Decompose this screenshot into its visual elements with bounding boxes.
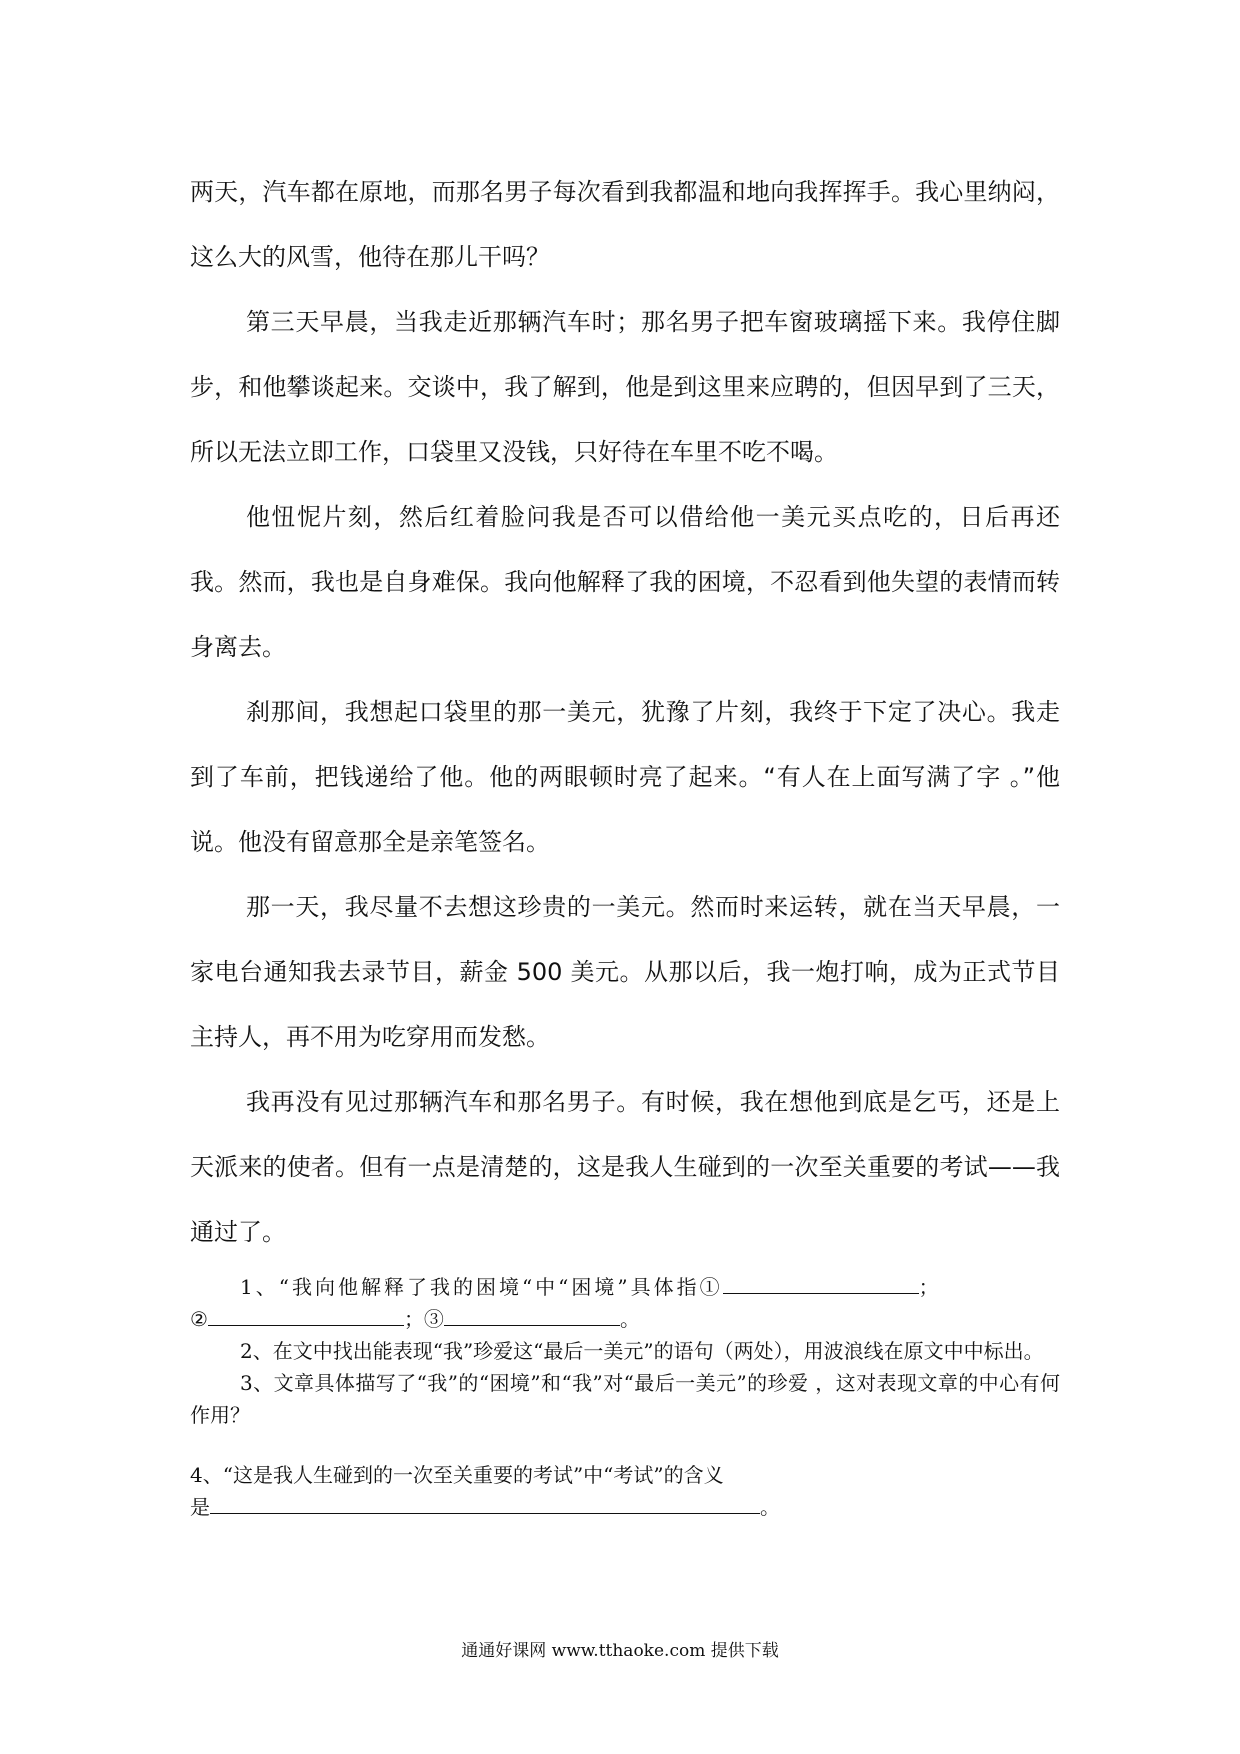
passage-paragraph-4: 刹那间，我想起口袋里的那一美元，犹豫了片刻，我终于下定了决心。我走到了车前，把钱递给了他。他的两眼顿时亮了起来。“有人在上面写满了字 。”他说。他没有留意那全是亲笔签名。 bbox=[190, 698, 1060, 856]
question-3: 3、文章具体描写了“我”的“困境”和“我”对“最后一美元”的珍爱 ，这对表现文章的中心有何作用？ bbox=[190, 1371, 1060, 1427]
answer-blank-1[interactable] bbox=[723, 1271, 919, 1294]
question-1-marker-2: ② bbox=[190, 1307, 208, 1331]
question-4-text: 4、“这是我人生碰到的一次至关重要的考试”中“考试”的含义 bbox=[190, 1463, 724, 1487]
passage-paragraph-3: 他忸怩片刻，然后红着脸问我是否可以借给他一美元买点吃的，日后再还我。然而，我也是自身难保。我向他解释了我的困境，不忍看到他失望的表情而转身离去。 bbox=[190, 503, 1060, 661]
answer-blank-2[interactable] bbox=[208, 1303, 404, 1326]
page-footer: 通通好课网 www.tthaoke.com 提供下载 bbox=[461, 1641, 779, 1661]
question-1 bbox=[190, 1271, 1060, 1335]
document-page bbox=[190, 160, 1060, 1523]
question-4-end: 。 bbox=[760, 1495, 780, 1519]
question-section bbox=[190, 1271, 1060, 1523]
question-1-separator-2: ；③ bbox=[403, 1307, 444, 1331]
question-1-text: 1、“我向他解释了我的困境“中“困境”具体指① bbox=[240, 1275, 723, 1299]
question-2: 2、在文中找出能表现“我”珍爱这“最后一美元”的语句（两处），用波浪线在原文中中标出。 bbox=[240, 1339, 1044, 1363]
passage bbox=[190, 160, 1060, 1265]
passage-paragraph-5: 那一天，我尽量不去想这珍贵的一美元。然而时来运转，就在当天早晨，一家电台通知我去录节目，薪金 500 美元。从那以后，我一炮打响，成为正式节目主持人，再不用为吃穿用而发愁。 bbox=[190, 893, 1060, 1051]
answer-blank-3[interactable] bbox=[444, 1303, 620, 1326]
question-4-prefix: 是 bbox=[190, 1495, 210, 1519]
passage-paragraph-6: 我再没有见过那辆汽车和那名男子。有时候，我在想他到底是乞丐，还是上天派来的使者。但有一点是清楚的，这是我人生碰到的一次至关重要的考试——我通过了。 bbox=[190, 1088, 1060, 1246]
question-1-end: 。 bbox=[619, 1307, 640, 1331]
question-4 bbox=[190, 1459, 1060, 1523]
passage-paragraph-1: 两天，汽车都在原地，而那名男子每次看到我都温和地向我挥挥手。我心里纳闷，这么大的风雪，他待在那儿干吗？ bbox=[190, 178, 1060, 271]
answer-blank-4[interactable] bbox=[210, 1491, 760, 1514]
question-1-separator-1: ； bbox=[918, 1275, 939, 1299]
passage-paragraph-2: 第三天早晨，当我走近那辆汽车时；那名男子把车窗玻璃摇下来。我停住脚步，和他攀谈起来。交谈中，我了解到，他是到这里来应聘的，但因早到了三天，所以无法立即工作，口袋里又没钱，只好待在车里不吃不喝。 bbox=[190, 308, 1060, 466]
